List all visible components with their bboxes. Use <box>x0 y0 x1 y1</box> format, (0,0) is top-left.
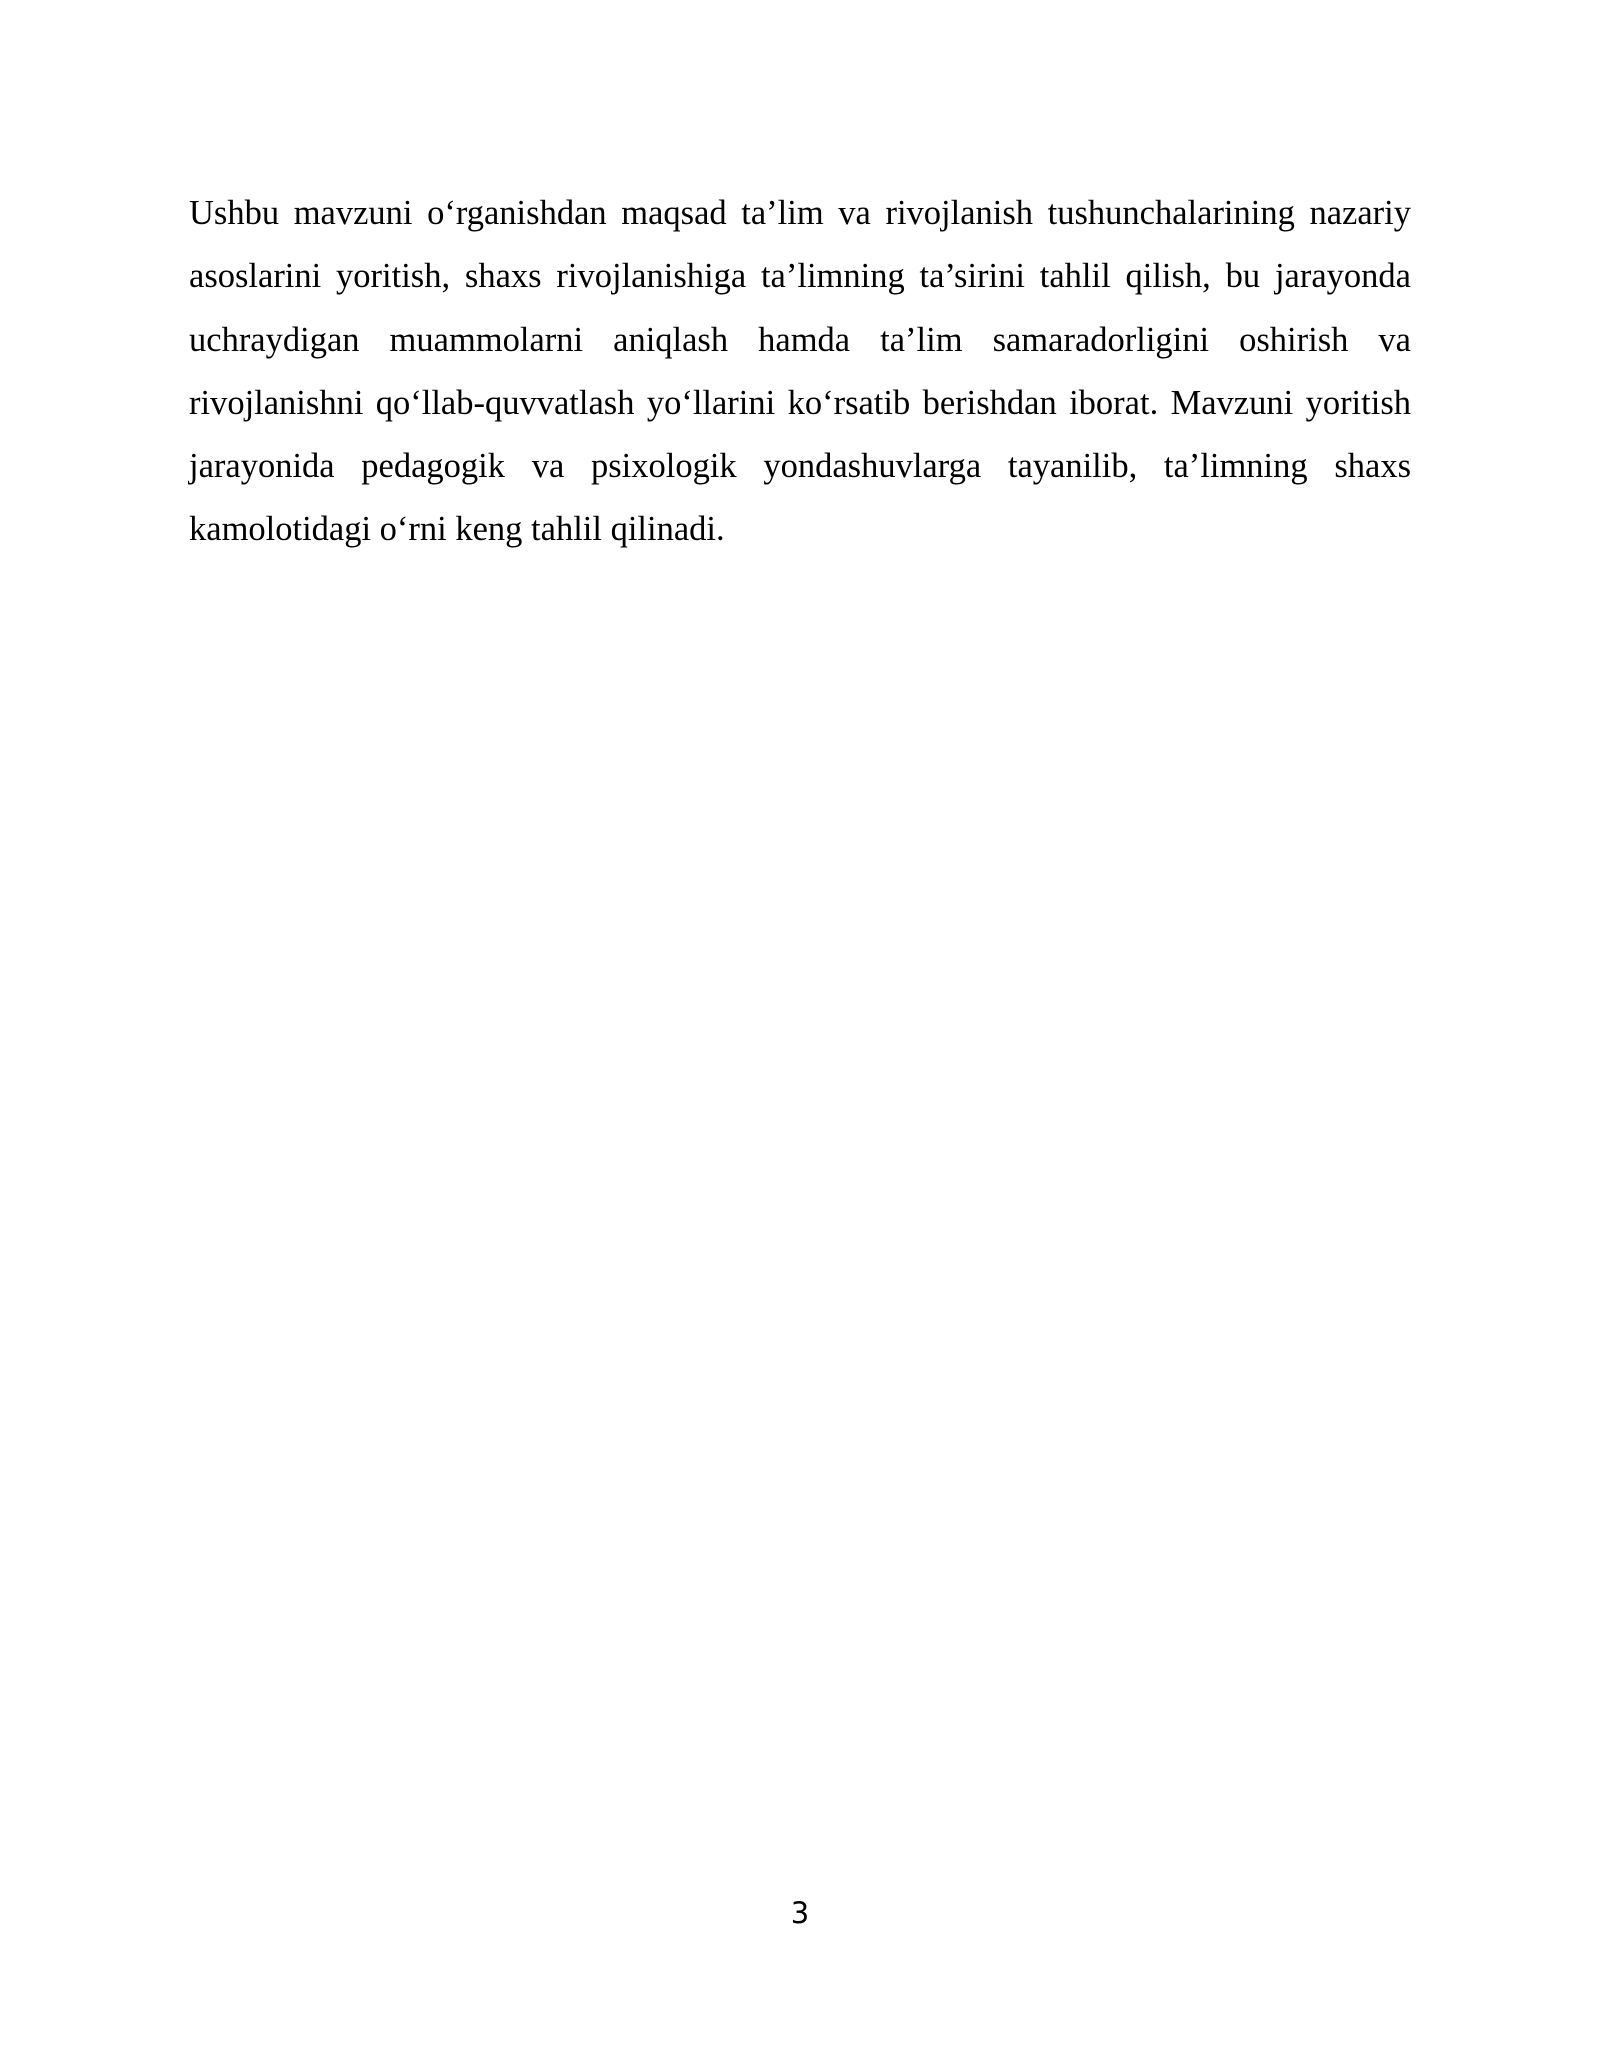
page-number: 3 <box>790 1896 810 1930</box>
body-paragraph: Ushbu mavzuni o‘rganishdan maqsad ta’lim va rivojlanish tushunchalarining nazariy asoslarini yoritish, shaxs rivojlanishiga ta’limning ta’sirini tahlil qilish, bu jarayonda uchraydigan muammolarni aniqlash hamda ta’lim samaradorligini oshirish va rivojlanishni qo‘llab-quvvatlash yo‘llarini ko‘rsatib berishdan iborat. Mavzuni yoritish jarayonida pedagogik va psixologik yondashuvlarga tayanilib, ta’limning shaxs kamolotidagi o‘rni keng tahlil qilinadi. <box>189 194 1411 549</box>
